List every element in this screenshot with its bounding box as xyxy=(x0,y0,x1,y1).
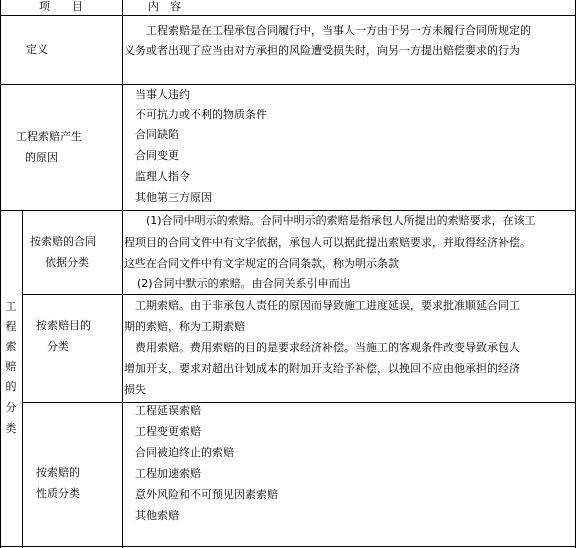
row-divider-header xyxy=(0,15,576,16)
table-border-bottom xyxy=(0,546,576,547)
nature-item: 工程变更索赔 xyxy=(135,425,201,438)
nature-item: 工程加速索赔 xyxy=(135,467,201,480)
nature-item: 合同被迫终止的索赔 xyxy=(135,446,234,459)
definition-line-1: 工程索赔是在工程承包合同履行中，当事人一方由于另一方未履行合同所规定的 xyxy=(146,24,531,37)
column-divider-main xyxy=(122,0,123,548)
side-char: 程 xyxy=(5,320,17,333)
nature-label-line-1: 按索赔的 xyxy=(36,466,80,479)
side-char: 赔 xyxy=(5,360,17,373)
contract-line: (1)合同中明示的索赔。合同中明示的索赔是指承包人所提出的索赔要求，在该工 xyxy=(146,214,536,227)
purpose-line: 期的索赔，称为工期索赔 xyxy=(124,320,245,333)
nature-item: 工程延误索赔 xyxy=(135,404,201,417)
contract-line: 这些在合同文件中有文字规定的合同条款，称为明示条款 xyxy=(124,257,399,270)
side-char: 工 xyxy=(5,300,17,313)
cause-label-line-2: 的原因 xyxy=(25,151,58,164)
contract-label-line-1: 按索赔的合同 xyxy=(30,235,96,248)
side-char: 的 xyxy=(5,380,17,393)
cause-item: 合同缺陷 xyxy=(135,128,179,141)
contract-line: (2)合同中默示的索赔。由合同关系引申而出 xyxy=(137,277,351,290)
side-char: 类 xyxy=(5,422,17,435)
nature-item: 意外风险和不可预见因素索赔 xyxy=(135,488,278,501)
definition-line-2: 义务或者出现了应当由对方承担的风险遭受损失时，向另一方提出赔偿要求的行为 xyxy=(124,44,520,57)
cause-item: 当事人违约 xyxy=(135,88,190,101)
cause-label-line-1: 工程索赔产生 xyxy=(16,130,82,143)
purpose-line: 增加开支，要求对超出计划成本的附加开支给予补偿，以挽回不应由他承担的经济 xyxy=(124,362,520,375)
nature-label-line-2: 性质分类 xyxy=(36,487,80,500)
cause-item: 其他第三方原因 xyxy=(135,191,212,204)
purpose-label-line-1: 按索赔目的 xyxy=(36,319,91,332)
row-divider-contract xyxy=(22,294,576,295)
contract-label-line-2: 依据分类 xyxy=(45,256,89,269)
header-item: 项 目 xyxy=(39,0,83,13)
table-border-right xyxy=(575,0,576,548)
side-char: 分 xyxy=(5,401,17,414)
definition-label: 定义 xyxy=(26,43,48,56)
purpose-line: 费用索赔。费用索赔的目的是要求经济补偿。当施工的客观条件改变导致承包人 xyxy=(135,341,520,354)
table-border-left xyxy=(0,0,1,548)
side-char: 索 xyxy=(5,340,17,353)
cause-item: 合同变更 xyxy=(135,149,179,162)
contract-line: 程项目的合同文件中有文字依据，承包人可以据此提出索赔要求，并取得经济补偿。 xyxy=(124,236,531,249)
row-divider-purpose xyxy=(22,402,576,403)
purpose-label-line-2: 分类 xyxy=(47,340,69,353)
cause-item: 不可抗力或不利的物质条件 xyxy=(135,108,267,121)
purpose-line: 损失 xyxy=(124,383,146,396)
column-divider-side xyxy=(22,210,23,548)
row-divider-definition xyxy=(0,84,576,85)
nature-item: 其他索赔 xyxy=(135,509,179,522)
row-divider-cause xyxy=(0,210,576,211)
header-content: 内 容 xyxy=(148,0,181,13)
cause-item: 监理人指令 xyxy=(135,170,190,183)
purpose-line: 工期索赔。由于非承包人责任的原因而导致施工进度延误，要求批准顺延合同工 xyxy=(135,299,520,312)
